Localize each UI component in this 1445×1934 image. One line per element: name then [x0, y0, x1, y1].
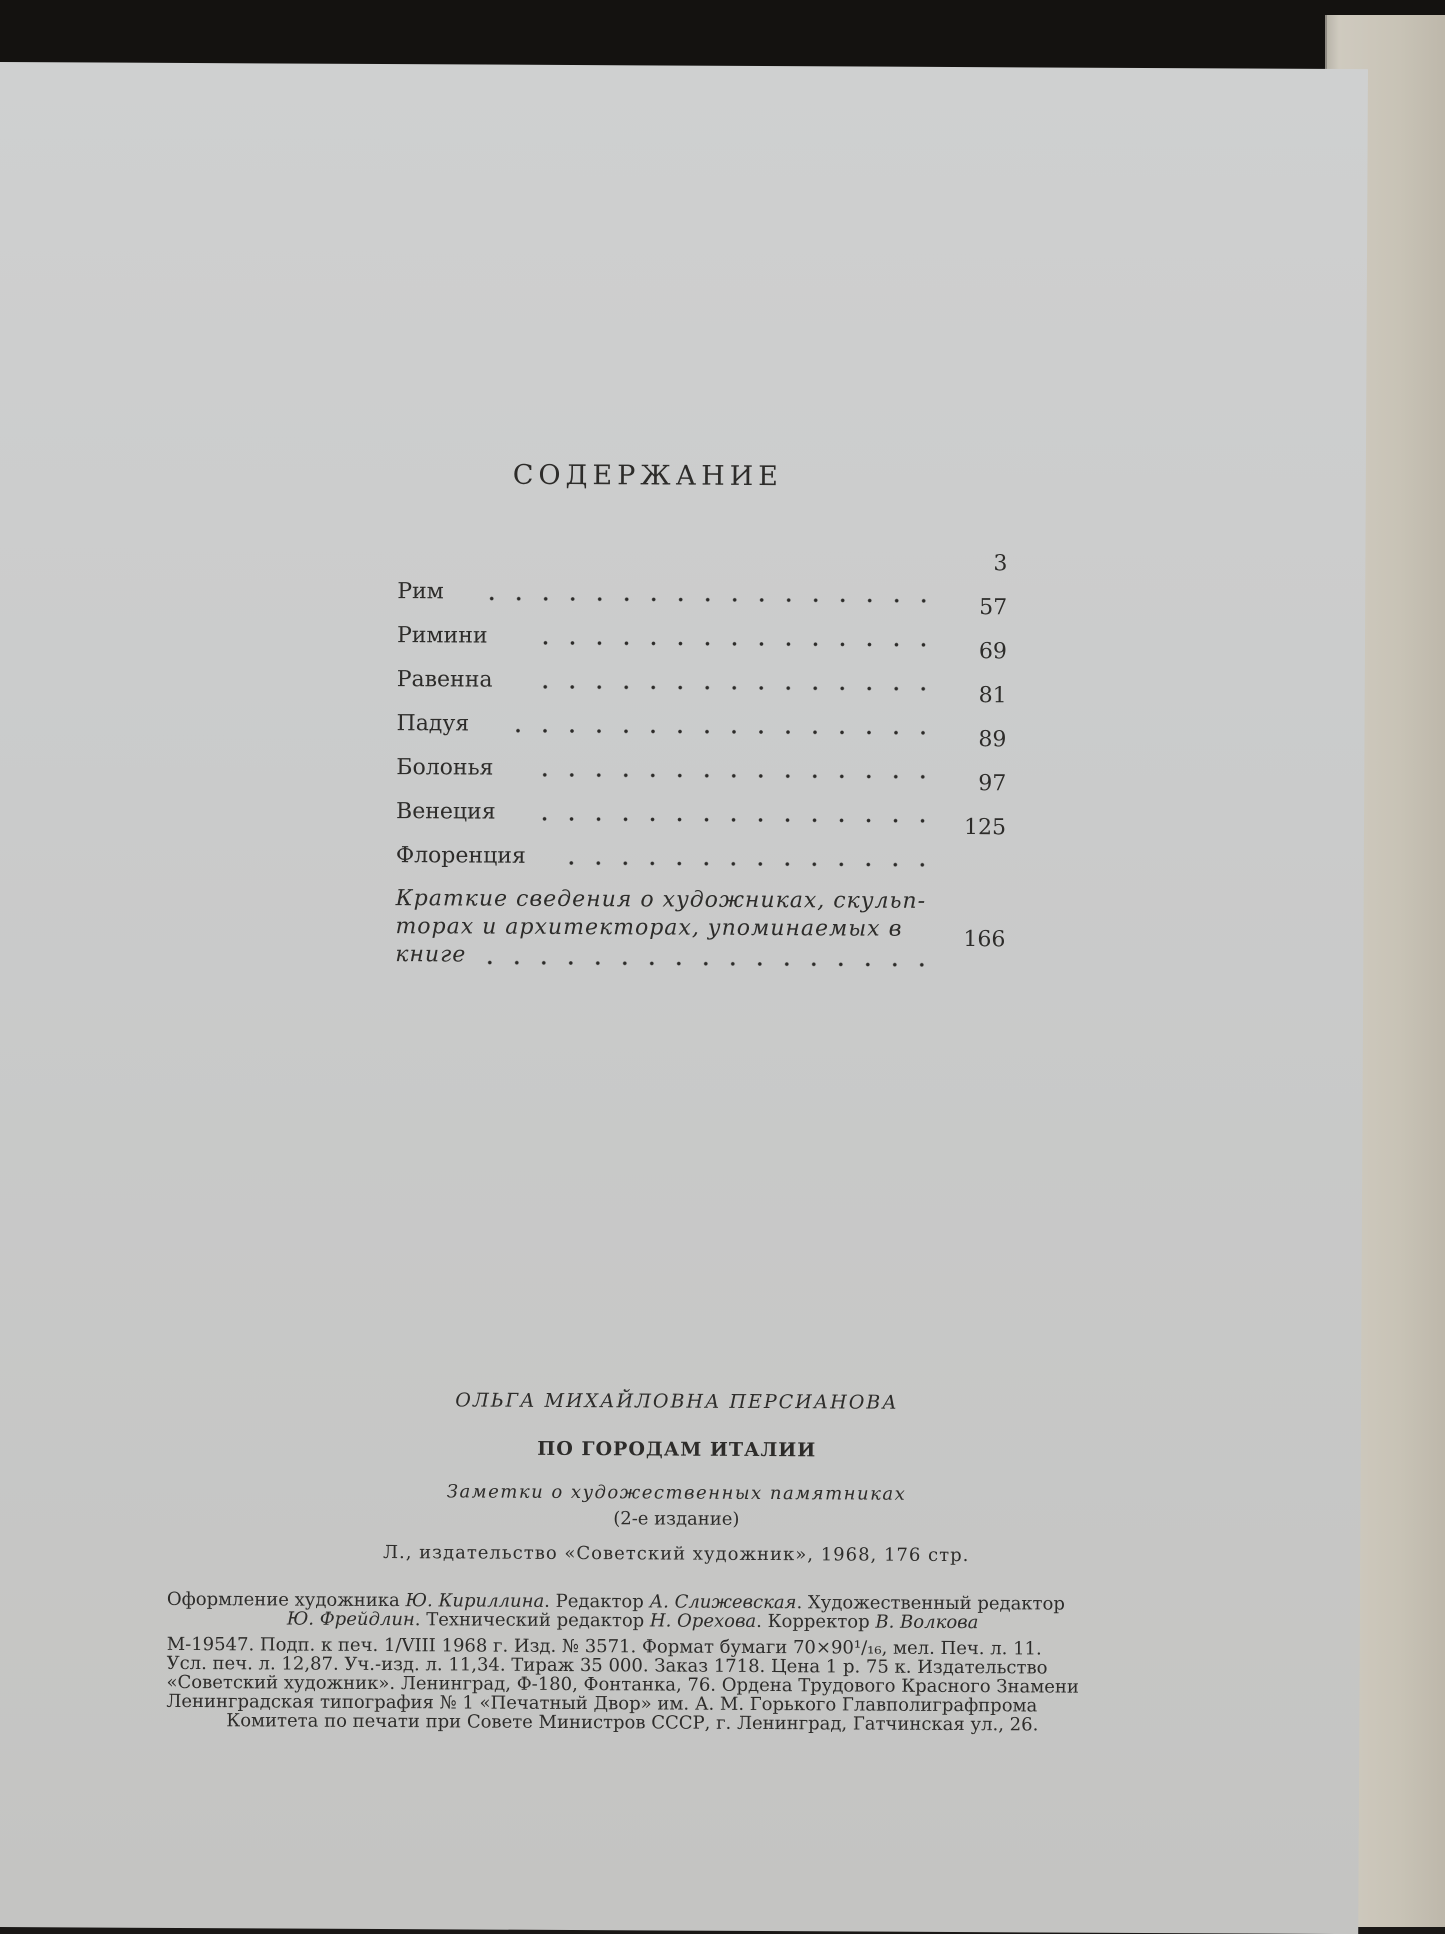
toc-list: [395, 551, 1017, 979]
toc-entry-label: Болонья: [396, 755, 494, 781]
toc-entry-page: 81: [978, 683, 1007, 709]
colophon-line: М-19547. Подп. к печ. 1/VIII 1968 г. Изд. № 3571. Формат бумаги 70×90¹/₁₆, мел. Печ. л. 11.: [166, 1633, 1042, 1660]
colophon-text: . Редактор: [544, 1590, 650, 1613]
toc-entry: [395, 815, 1016, 875]
toc-entry-page: 69: [978, 639, 1007, 665]
colophon-text: . Художественный редактор: [796, 1592, 1065, 1615]
toc-entry-page: 97: [978, 771, 1007, 797]
colophon-text: . Технический редактор: [414, 1609, 650, 1632]
toc-leader-dots: [526, 817, 936, 823]
colophon-line: «Советский художник». Ленинград, Ф-180, Фонтанка, 76. Ордена Трудового Красного Знамени: [166, 1671, 1079, 1698]
colophon-text: . Корректор: [756, 1610, 876, 1633]
toc-entry-multiline: [395, 886, 1015, 979]
page-content: [0, 62, 1368, 1934]
toc-leader-dots: [485, 961, 935, 967]
colophon-text: Оформление художника: [166, 1588, 406, 1612]
toc-entry: [396, 595, 1017, 655]
toc-leader-dots: [522, 641, 937, 647]
toc-entry-label-line: торах и архитекторах, упоминаемых в: [395, 914, 903, 942]
toc-leader-dots: [527, 685, 937, 691]
designer-name: Ю. Кириллина: [405, 1590, 545, 1612]
toc-leader-dots: [487, 597, 937, 603]
toc-entry-label-line: Краткие сведения о художниках, скульп-: [395, 886, 927, 914]
colophon: [166, 1590, 1277, 1736]
toc-entry-page: 3: [993, 551, 1008, 577]
editor-name: А. Слижевская: [649, 1591, 797, 1614]
book-title: ПО ГОРОДАМ ИТАЛИИ: [537, 1437, 817, 1462]
colophon-line: Усл. печ. л. 12,87. Уч.-изд. л. 11,34. Тираж 35 000. Заказ 1718. Цена 1 р. 75 к. Издательство: [166, 1652, 1048, 1679]
colophon-line: Комитета по печати при Совете Министров СССР, г. Ленинград, Гатчинская ул., 26.: [226, 1710, 1039, 1736]
publisher-line: Л., издательство «Советский художник», 1968, 176 стр.: [382, 1542, 970, 1567]
toc-entry-label: Падуя: [396, 711, 470, 737]
toc-entry-label: Римини: [396, 623, 488, 649]
toc-leader-dots: [496, 729, 936, 735]
toc-entry-label: Венеция: [396, 799, 496, 825]
toc-entry: [396, 771, 1016, 831]
toc-entry-label: Флоренция: [395, 843, 526, 869]
art-editor-name: Ю. Фрейдлин: [286, 1608, 415, 1631]
edition-note: (2-е издание): [613, 1508, 740, 1530]
toc-entry-page: 125: [963, 815, 1007, 841]
toc-entry: [397, 551, 1017, 611]
toc-entry-label: Рим: [397, 579, 444, 605]
toc-entry: [396, 683, 1016, 743]
toc-entry-page: 89: [978, 727, 1007, 753]
proofreader-name: В. Волкова: [875, 1611, 979, 1634]
toc-entry-label: Равенна: [396, 667, 493, 693]
author-name: ОЛЬГА МИХАЙЛОВНА ПЕРСИАНОВА: [455, 1389, 899, 1414]
toc-entry-label-line: книге: [395, 942, 467, 968]
toc-heading: СОДЕРЖАНИЕ: [512, 459, 784, 493]
tech-editor-name: Н. Орехова: [649, 1610, 757, 1632]
toc-entry-page: 166: [963, 927, 1006, 953]
toc-entry-page: 57: [979, 595, 1008, 621]
toc-leader-dots: [526, 773, 936, 779]
book-subtitle: Заметки о художественных памятниках: [446, 1481, 907, 1505]
toc-leader-dots: [556, 861, 936, 867]
toc-entry: [396, 639, 1017, 699]
toc-entry: [396, 727, 1016, 787]
book-page: [0, 62, 1368, 1934]
colophon-line: Ленинградская типография № 1 «Печатный Двор» им. А. М. Горького Главполиграфпрома: [166, 1690, 1038, 1717]
background-dark-top: [0, 0, 1445, 70]
